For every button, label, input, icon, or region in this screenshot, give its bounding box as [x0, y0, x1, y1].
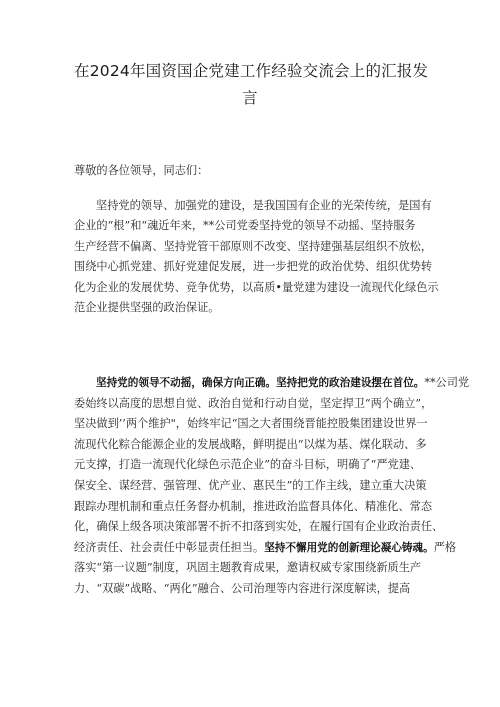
document-title — [74, 58, 429, 112]
section-heading-theory: 坚持不懈用党的创新理论凝心铸魂。 — [264, 541, 434, 554]
paragraph-2-text: 经济责任、社会责任中彰显责任担当。 — [74, 540, 265, 554]
paragraph-2-line: 元支撑，打造一流现代化绿色示范企业”的奋斗目标，明确了“严党建、 — [74, 458, 422, 472]
paragraph-2-line: 保安全、谋经营、强管理、优产业、惠民生”的工作主线，建立重大决策 — [74, 478, 427, 492]
title-line-2: 言 — [242, 89, 258, 107]
paragraph-1-line: 生产经营不偏离、坚持党管干部原则不改变、坚持建强基层组织不放松， — [74, 239, 433, 253]
greeting: 尊敬的各位领导，同志们： — [74, 164, 209, 177]
section-heading-leadership: 坚持党的领导不动摇，确保方向正确。坚持把党的政治建设摆在首位。 — [96, 377, 425, 389]
paragraph-1-line: 坚持党的领导、加强党的建设，是我国国有企业的光荣传统，是国有 — [96, 199, 432, 212]
paragraph-2-line: 落实“第一议题”制度，巩固主题教育成果，邀请权威专家围绕新质生产 — [74, 561, 422, 575]
paragraph-2-line: 流现代化粽合能源企业的发展战略，鲜明提出“以煤为基、煤化联动、多 — [74, 437, 427, 451]
paragraph-2-line: 力、“双碳”战略、“两化”融合、公司治理等内容进行深度解读，提高 — [74, 581, 411, 595]
paragraph-2-line: 跟踪办理机制和重点任务督办机制，推进政治监督具体化、精准化、常态 — [74, 499, 433, 513]
paragraph-2-line-9 — [74, 538, 457, 559]
paragraph-2-text: 严格 — [433, 540, 457, 554]
paragraph-2-line-1 — [74, 373, 470, 394]
paragraph-1-line: 化为企业的发展优势、竞争优势，以高质•量党建为建设一流现代化绿色示 — [74, 280, 439, 294]
paragraph-1-line: 范企业提供坚强的政治保证。 — [74, 301, 220, 315]
paragraph-2-text: **公司党 — [424, 376, 470, 389]
paragraph-2 — [74, 373, 470, 600]
paragraph-2-line: 坚决做到’’两个维护"，始终牢记“国之大者围绕晋能控股集团建设世界一 — [74, 417, 428, 431]
title-line-1: 在2024年国资国企党建工作经验交流会上的汇报发 — [74, 62, 429, 80]
paragraph-1-line: 企业的“根”和“魂近年来，**公司党委坚持党的领导不动摇、坚持服务 — [74, 219, 416, 233]
paragraph-2-line: 化，确保上级各项决策部署不折不扣落到实处，在履行国有企业政治责任、 — [74, 520, 444, 534]
paragraph-2-line: 委始终以高度的思想自觉、政治自觉和行动自觉，坚定捍卫“两个确立”， — [74, 396, 433, 410]
paragraph-1-line: 围绕中心抓党建、抓好党建促发展，进一步把党的政治优势、组织优势转 — [74, 260, 433, 274]
paragraph-1 — [74, 196, 439, 318]
